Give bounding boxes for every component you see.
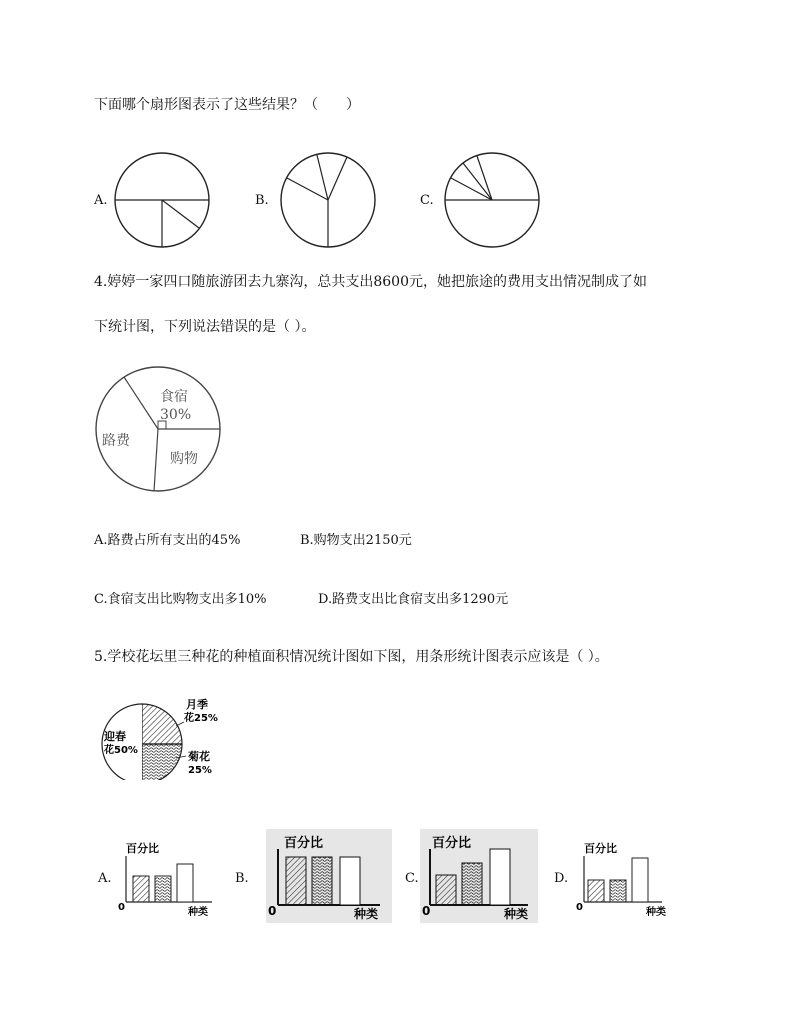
q5-a-xlabel: 种类 xyxy=(188,907,208,918)
q5-bar-chart-d xyxy=(574,838,674,920)
q5-pie-label-yueji: 月季 xyxy=(186,698,208,711)
q5-option-a-label: A. xyxy=(98,871,112,886)
q4-pie-label-travel: 路费 xyxy=(102,433,130,449)
q5-b-origin: 0 xyxy=(268,904,277,918)
q5-d-bar-yueji xyxy=(588,880,604,902)
q5-option-c-label: C. xyxy=(405,871,419,886)
q5-c-origin: 0 xyxy=(422,904,431,918)
q5-bar-chart-c xyxy=(420,829,538,923)
q4-pie-label-food-pct: 30% xyxy=(160,407,192,423)
q5-pie-label-juhua-pct: 25% xyxy=(188,765,212,776)
q5-pie-label-yingchun: 迎春 xyxy=(104,730,126,743)
q5-a-ylabel: 百分比 xyxy=(126,842,159,855)
q5-question: 5.学校花坛里三种花的种植面积情况统计图如下图，用条形统计图表示应该是（ ）。 xyxy=(94,649,609,665)
q5-d-bar-yingchun xyxy=(632,858,648,902)
q4-pie-label-shopping: 购物 xyxy=(170,451,198,467)
q4-pie-chart xyxy=(92,363,224,493)
q5-c-ylabel: 百分比 xyxy=(432,836,472,851)
q5-d-ylabel: 百分比 xyxy=(584,842,617,855)
q5-c-bar-yingchun xyxy=(490,849,510,905)
q5-d-xlabel: 种类 xyxy=(646,907,666,918)
q4-option-c: C.食宿支出比购物支出多10% xyxy=(94,592,267,607)
q5-b-bar-juhua xyxy=(312,857,332,905)
q5-d-bar-juhua xyxy=(610,880,626,902)
q5-option-b-label: B. xyxy=(235,871,249,886)
q3-option-a-label: A. xyxy=(94,193,108,208)
q4-option-a: A.路费占所有支出的45% xyxy=(94,533,241,548)
q4-question-line1: 4.婷婷一家四口随旅游团去九寨沟，总共支出8600元，她把旅途的费用支出情况制成了如 xyxy=(94,274,647,290)
q5-b-bar-yingchun xyxy=(340,857,360,905)
q4-question-line2: 下统计图，下列说法错误的是（ ）。 xyxy=(94,319,316,335)
q5-a-origin: 0 xyxy=(118,902,125,913)
q5-bar-chart-a xyxy=(116,838,226,920)
q5-pie-label-juhua: 菊花 xyxy=(188,750,210,763)
q5-c-xlabel: 种类 xyxy=(504,907,529,921)
q5-d-origin: 0 xyxy=(576,902,583,913)
q3-pie-c xyxy=(443,151,541,249)
q3-pie-a xyxy=(113,151,211,249)
q3-pie-b xyxy=(279,151,377,249)
q5-b-ylabel: 百分比 xyxy=(284,836,324,851)
q5-option-d-label: D. xyxy=(554,871,569,886)
q3-option-b-label: B. xyxy=(255,193,269,208)
q5-c-bar-juhua xyxy=(462,863,482,905)
q5-b-xlabel: 种类 xyxy=(354,907,379,921)
q5-a-bar-yueji xyxy=(133,876,149,902)
q4-pie-label-food: 食宿 xyxy=(160,389,188,405)
q5-a-bar-juhua xyxy=(155,876,171,902)
q5-bar-chart-b xyxy=(266,829,392,923)
q5-c-bar-yueji xyxy=(436,875,456,905)
q5-b-bar-yueji xyxy=(286,857,306,905)
q5-pie-chart xyxy=(100,696,230,780)
q4-option-d: D.路费支出比食宿支出多1290元 xyxy=(318,592,509,607)
q5-pie-label-yueji-pct: 花25% xyxy=(184,713,218,724)
q4-option-b: B.购物支出2150元 xyxy=(300,533,412,548)
q5-pie-label-yingchun-pct: 花50% xyxy=(104,745,138,756)
q3-option-c-label: C. xyxy=(420,193,434,208)
q3-question: 下面哪个扇形图表示了这些结果？（ ） xyxy=(94,97,360,113)
q5-a-bar-yingchun xyxy=(177,864,193,902)
